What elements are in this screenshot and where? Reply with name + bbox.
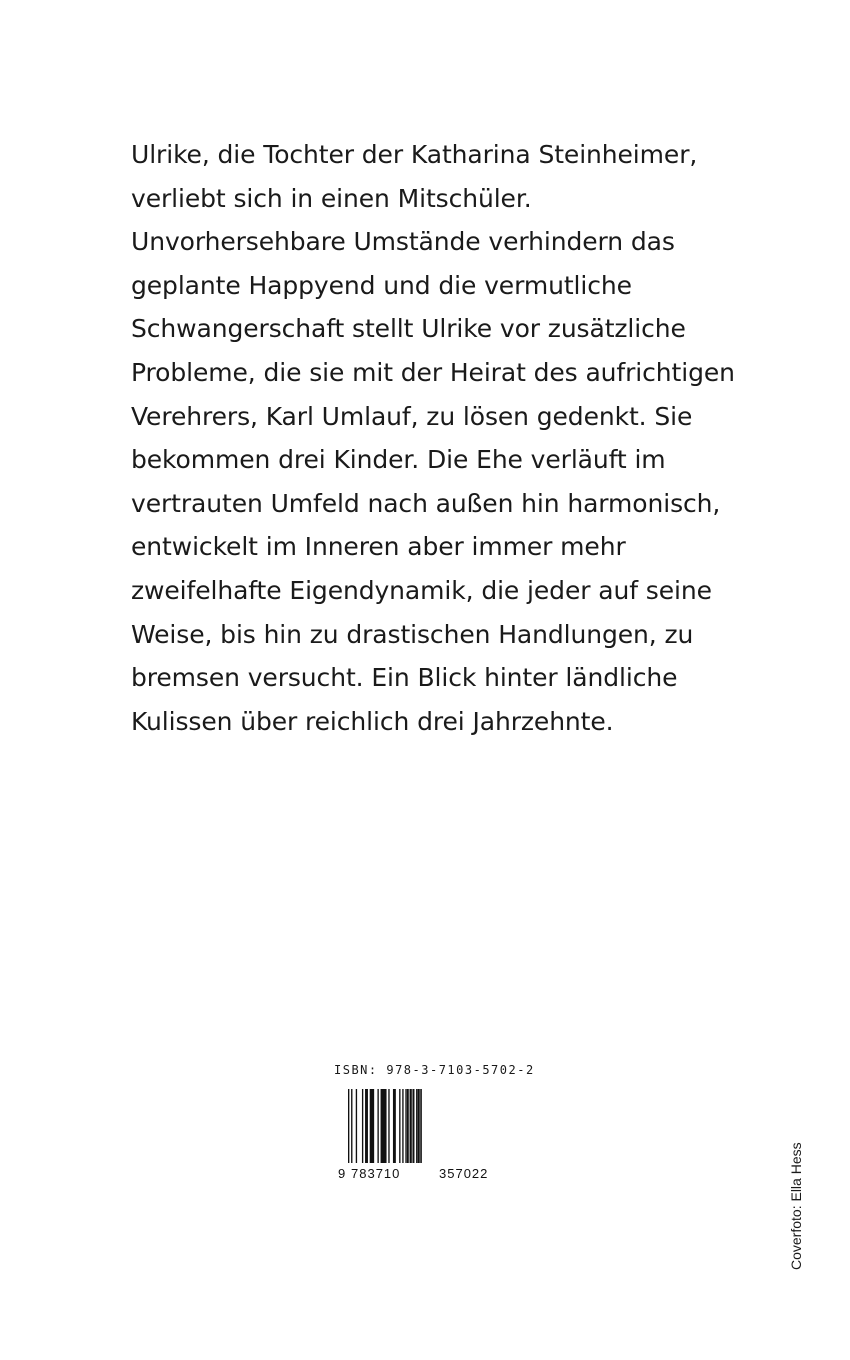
barcode-bar (399, 1089, 400, 1163)
barcode-bar (393, 1089, 396, 1163)
barcode-bar (407, 1089, 408, 1163)
blurb-text (131, 133, 771, 743)
barcode-digits-left: 783710 (351, 1166, 401, 1179)
barcode-bar (381, 1089, 387, 1163)
barcode-bar (370, 1089, 374, 1163)
blurb-line: vertrauten Umfeld nach außen hin harmonisch, (131, 488, 721, 518)
blurb-line: Weise, bis hin zu drastischen Handlungen, zu (131, 619, 694, 649)
isbn-barcode (334, 1063, 534, 1183)
blurb-line: zweifelhafte Eigendynamik, die jeder auf seine (131, 575, 712, 605)
barcode-bar (365, 1089, 368, 1163)
barcode-bar (410, 1089, 411, 1163)
barcode-prefix-digit: 9 (338, 1166, 346, 1179)
blurb-line: Verehrers, Karl Umlauf, zu lösen gedenkt. Sie (131, 401, 693, 431)
barcode-bar (351, 1089, 352, 1163)
barcode-bar (413, 1089, 414, 1163)
barcode-bar (356, 1089, 357, 1163)
isbn-label: ISBN: 978-3-7103-5702-2 (334, 1063, 535, 1077)
blurb-line: geplante Happyend und die vermutliche (131, 270, 632, 300)
blurb-line: Unvorhersehbare Umstände verhindern das (131, 227, 675, 257)
barcode-bar (418, 1089, 419, 1163)
barcode-graphic (334, 1087, 534, 1179)
blurb-line: entwickelt im Inneren aber immer mehr (131, 532, 626, 562)
barcode-bar (377, 1089, 378, 1163)
barcode-bar (416, 1089, 417, 1163)
barcode-bar (405, 1089, 406, 1163)
blurb-line: bremsen versucht. Ein Blick hinter ländliche (131, 663, 678, 693)
barcode-bar (402, 1089, 403, 1163)
barcode-bar (408, 1089, 409, 1163)
barcode-bars (348, 1089, 422, 1163)
barcode-digits-right: 357022 (439, 1166, 489, 1179)
barcode-bar (362, 1089, 363, 1163)
cover-credit: Coverfoto: Ella Hess (788, 1142, 804, 1270)
blurb-line: Kulissen über reichlich drei Jahrzehnte. (131, 706, 614, 736)
blurb-line: Probleme, die sie mit der Heirat des aufrichtigen (131, 357, 735, 387)
barcode-bar (388, 1089, 389, 1163)
blurb-line: Ulrike, die Tochter der Katharina Steinheimer, (131, 140, 698, 169)
barcode-bar (348, 1089, 349, 1163)
barcode-bar (419, 1089, 420, 1163)
barcode-bar (421, 1089, 422, 1163)
blurb-line: verliebt sich in einen Mitschüler. (131, 183, 532, 213)
blurb-line: Schwangerschaft stellt Ulrike vor zusätzliche (131, 314, 686, 344)
barcode-bar (412, 1089, 413, 1163)
blurb-line: bekommen drei Kinder. Die Ehe verläuft im (131, 445, 666, 475)
